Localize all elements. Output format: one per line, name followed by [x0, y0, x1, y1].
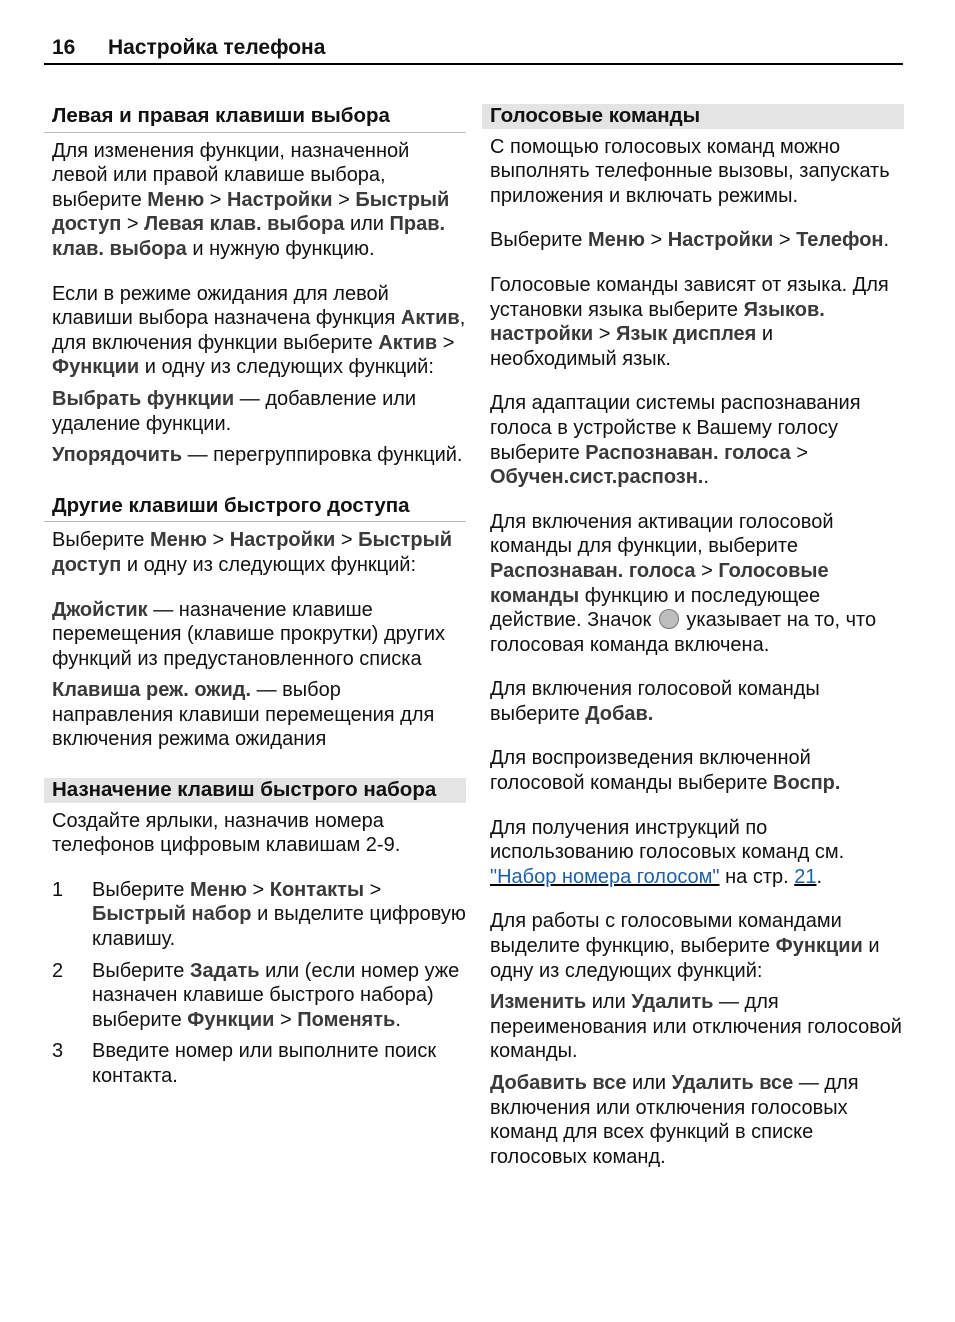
list-item: [52, 1039, 466, 1088]
text-run: >: [204, 188, 228, 211]
text-run: Для работы с голосовыми командами выделите функцию, выберите: [490, 910, 842, 958]
text-run: Голосовые команды зависят от языка. Для установки языка выберите: [490, 273, 889, 321]
text-run: Создайте ярлыки, назначив номера телефонов цифровым клавишам 2-9.: [52, 809, 401, 857]
definition: [52, 387, 466, 436]
text-run: — добавление или удаление функции.: [52, 387, 417, 435]
paragraph: [490, 228, 904, 253]
step-text: [92, 1039, 466, 1088]
text-run: или: [344, 213, 390, 236]
menu-term: Актив: [378, 331, 438, 354]
menu-term: Быстрый доступ: [52, 529, 453, 576]
text-run: — назначение клавише перемещения (клавише прокрутки) других функций из предустановленного списка: [52, 598, 446, 670]
paragraph: [490, 816, 904, 890]
right-column: [490, 104, 904, 1169]
paragraph: [490, 677, 904, 726]
text-run: >: [593, 323, 616, 346]
paragraph: [490, 746, 904, 795]
text-run: >: [695, 559, 719, 582]
voice-command-icon: [659, 609, 679, 629]
section-heading: Левая и правая клавиши выбора: [44, 104, 466, 133]
menu-term: Левая клав. выбора: [144, 213, 345, 236]
text-run: Выберите: [92, 878, 190, 901]
text-run: >: [121, 213, 145, 236]
menu-term: Меню: [149, 529, 207, 552]
text-run: и одну из следующих функций:: [139, 356, 434, 379]
menu-term: Добавить все: [490, 1072, 627, 1094]
menu-term: Настройки: [667, 229, 774, 252]
menu-term: Джойстик: [52, 598, 148, 621]
definition: [52, 443, 466, 468]
text-run: Выберите: [52, 529, 150, 552]
menu-term: Изменить: [490, 991, 587, 1014]
menu-term: Быстрый набор: [92, 903, 252, 926]
text-run: и выделите цифровую клавишу.: [92, 903, 466, 951]
menu-term: Распознаван. голоса: [490, 559, 696, 582]
definition: [490, 990, 904, 1064]
menu-term: Задать: [189, 959, 260, 982]
text-run: Если в режиме ожидания для левой клавиши выбора назначена функция: [52, 282, 401, 330]
text-run: или: [626, 1072, 672, 1094]
menu-term: Настройки: [229, 529, 336, 552]
menu-term: Язык дисплея: [615, 323, 757, 346]
text-run: >: [364, 878, 382, 901]
menu-term: Поменять: [297, 1008, 396, 1031]
text-run: — выбор направления клавиши перемещения для включения режима ожидания: [52, 679, 435, 751]
definition: [490, 1071, 904, 1169]
text-run: указывает на то, что голосовая команда включена.: [490, 609, 877, 656]
menu-term: Воспр.: [773, 772, 841, 795]
text-run: Для получения инструкций по использованию голосовых команд см.: [490, 816, 845, 864]
text-run: на стр.: [719, 865, 795, 888]
text-run: — для переименования или отключения голосовой команды.: [490, 991, 902, 1063]
text-run: .: [395, 1008, 401, 1031]
paragraph: [52, 139, 466, 262]
menu-term: Обучен.сист.распозн.: [490, 466, 704, 489]
menu-term: Актив: [400, 307, 460, 330]
menu-term: Прав. клав. выбора: [52, 213, 446, 260]
menu-term: Распознаван. голоса: [585, 441, 791, 464]
menu-term: Удалить все: [671, 1072, 794, 1094]
menu-term: Меню: [189, 878, 247, 901]
text-run: >: [246, 878, 270, 901]
step-number: 1: [52, 878, 64, 901]
menu-term: Телефон: [796, 229, 884, 252]
text-run: — для включения или отключения голосовых команд для всех функций в списке голосовых команд.: [490, 1072, 859, 1168]
text-run: или (если номер уже назначен клавише быстрого набора) выберите: [92, 959, 460, 1031]
menu-term: Выбрать функции: [52, 387, 235, 410]
paragraph: [52, 528, 466, 577]
text-run: .: [883, 229, 890, 252]
paragraph: [490, 273, 904, 371]
paragraph: [490, 135, 904, 209]
menu-term: Меню: [147, 188, 205, 211]
text-run: Для включения голосовой команды выберите: [490, 678, 820, 725]
paragraph: [52, 282, 466, 380]
section-heading: Другие клавиши быстрого доступа: [44, 494, 466, 523]
text-run: Выберите: [490, 229, 588, 252]
text-run: Выберите: [92, 959, 190, 982]
step-number: 2: [52, 959, 64, 982]
menu-term: Клавиша реж. ожид.: [52, 679, 252, 702]
text-run: Для изменения функции, назначенной левой или правой клавише выбора, выберите: [52, 139, 410, 211]
text-run: >: [274, 1008, 298, 1031]
text-run: >: [644, 229, 668, 252]
step-text: [92, 878, 466, 952]
text-run: >: [790, 441, 809, 464]
definition: [52, 598, 466, 672]
menu-term: Функции: [187, 1008, 275, 1031]
text-run: .: [703, 466, 709, 489]
menu-term: Меню: [587, 229, 645, 252]
text-run: С помощью голосовых команд можно выполнять телефонные вызовы, запускать приложения и включать режимы.: [490, 135, 890, 207]
menu-term: Голосовые команды: [490, 559, 829, 607]
text-run: Для воспроизведения включенной голосовой команды выберите: [490, 747, 811, 795]
text-run: >: [335, 529, 359, 552]
section-heading: Голосовые команды: [482, 104, 904, 129]
text-run: Для включения активации голосовой команды для функции, выберите: [490, 510, 834, 558]
text-run: и необходимый язык.: [490, 323, 774, 370]
text-run: >: [206, 529, 230, 552]
paragraph: [490, 391, 904, 489]
page-number: 16: [52, 36, 76, 59]
text-run: или: [586, 991, 632, 1014]
list-item: [52, 878, 466, 952]
text-run: Введите номер или выполните поиск контакта.: [92, 1040, 437, 1087]
header-rule: [44, 63, 903, 65]
cross-reference-link[interactable]: "Набор номера голосом": [490, 865, 720, 888]
menu-term: Добав.: [585, 702, 654, 725]
cross-reference-link[interactable]: 21: [794, 865, 817, 888]
text-run: , для включения функции выберите: [52, 307, 466, 354]
paragraph: [490, 909, 904, 983]
text-run: и нужную функцию.: [186, 237, 375, 260]
text-run: >: [332, 188, 356, 211]
menu-term: Функции: [775, 935, 863, 958]
text-run: .: [816, 865, 823, 888]
menu-term: Контакты: [269, 878, 365, 901]
page-header: [52, 35, 325, 61]
chapter-title: Настройка телефона: [108, 36, 326, 59]
text-run: >: [773, 229, 797, 252]
menu-term: Упорядочить: [52, 444, 183, 467]
text-run: функцию и последующее действие. Значок: [490, 584, 821, 632]
left-column: [52, 104, 466, 1089]
menu-term: Языков. настройки: [490, 298, 825, 346]
text-run: >: [437, 331, 455, 354]
paragraph: [52, 809, 466, 858]
paragraph: [490, 510, 904, 658]
step-text: [92, 959, 466, 1033]
section-heading: Назначение клавиш быстрого набора: [44, 778, 466, 803]
menu-term: Функции: [52, 356, 140, 379]
text-run: — перегруппировка функций.: [182, 444, 463, 467]
text-run: и одну из следующих функций:: [121, 553, 417, 576]
menu-term: Быстрый доступ: [52, 188, 450, 236]
step-number: 3: [52, 1040, 64, 1063]
text-run: Для адаптации системы распознавания голоса в устройстве к Вашему голосу выберите: [490, 392, 861, 464]
menu-term: Настройки: [227, 188, 333, 211]
text-run: и одну из следующих функций:: [490, 935, 880, 982]
list-item: [52, 959, 466, 1033]
definition: [52, 678, 466, 752]
menu-term: Удалить: [631, 991, 714, 1014]
